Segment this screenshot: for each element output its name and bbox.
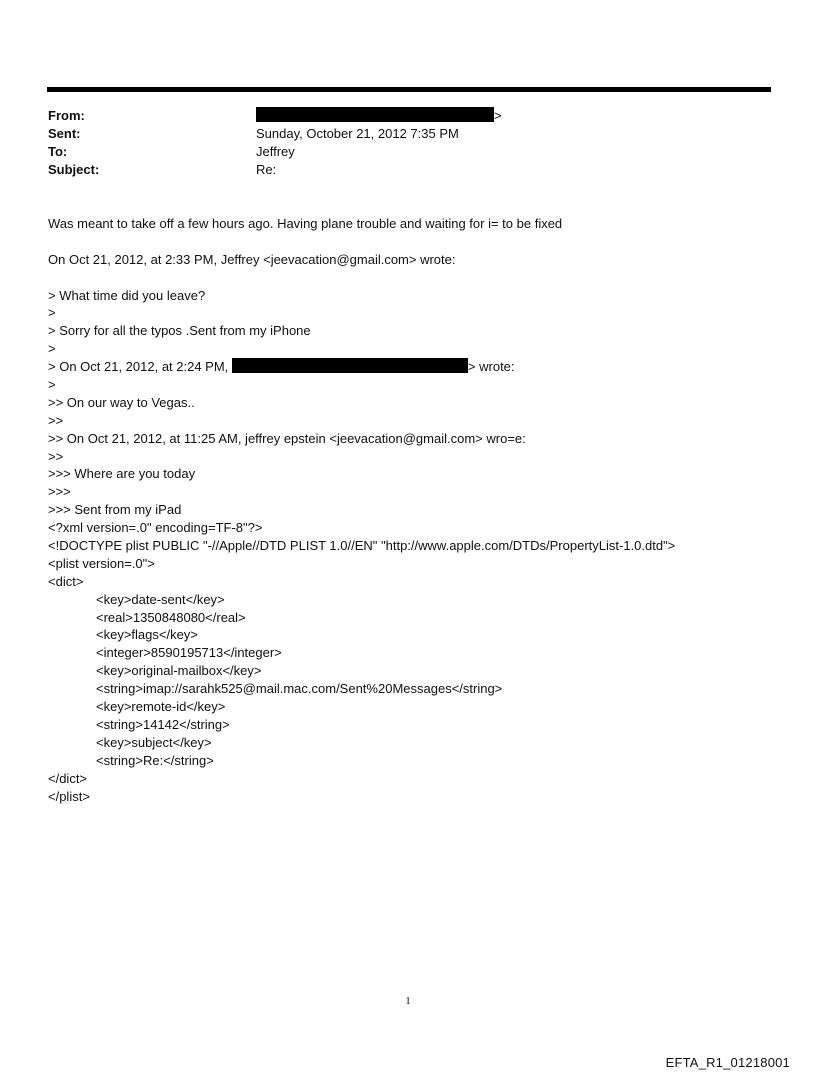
quote-line: >>> Sent from my iPad	[48, 502, 182, 518]
bates-number: EFTA_R1_01218001	[665, 1055, 790, 1070]
quote-line: >>>	[48, 484, 71, 500]
plist-line: </plist>	[48, 788, 90, 804]
plist-line: <key>date-sent</key>	[96, 591, 225, 607]
plist-line: <dict>	[48, 573, 84, 589]
quote-prefix: > On Oct 21, 2012, at 2:24 PM,	[48, 359, 232, 375]
plist-line: <string>14142</string>	[96, 716, 230, 732]
quote-line: >> On Oct 21, 2012, at 11:25 AM, jeffrey epstein <jeevacation@gmail.com> wro=e:	[48, 430, 526, 446]
plist-line: <key>subject</key>	[96, 734, 212, 750]
header-rule	[47, 87, 771, 92]
quote-line: >> On our way to Vegas..	[48, 394, 195, 410]
quote-line: >	[48, 305, 56, 321]
plist-line: <key>original-mailbox</key>	[96, 663, 262, 679]
to-value: Jeffrey	[256, 144, 295, 159]
from-label: From:	[48, 108, 85, 123]
from-value	[256, 107, 502, 125]
quote-line: > What time did you leave?	[48, 287, 206, 303]
plist-line: <key>flags</key>	[96, 627, 198, 643]
quote-suffix: > wrote:	[467, 359, 515, 375]
plist-line: <string>Re:</string>	[96, 752, 214, 768]
plist-line: <string>imap://sarahk525@mail.mac.com/Sent%20Messages</string>	[96, 681, 503, 697]
plist-line: <key>remote-id</key>	[96, 699, 226, 715]
plist-line: <?xml version=.0" encoding=TF-8"?>	[48, 520, 263, 536]
body-line: On Oct 21, 2012, at 2:33 PM, Jeffrey <jeevacation@gmail.com> wrote:	[48, 251, 456, 267]
subject-value: Re:	[256, 162, 277, 177]
quote-line: >	[48, 341, 56, 357]
redaction-bar	[256, 107, 494, 122]
plist-line: <plist version=.0">	[48, 555, 155, 571]
to-label: To:	[48, 144, 68, 159]
redaction-bar	[232, 358, 468, 373]
plist-line: <integer>8590195713</integer>	[96, 645, 282, 661]
sent-label: Sent:	[48, 126, 81, 141]
from-suffix: >	[494, 108, 502, 123]
subject-label: Subject:	[48, 162, 100, 177]
quote-line: >>	[48, 448, 64, 464]
sent-value: Sunday, October 21, 2012 7:35 PM	[256, 126, 459, 141]
quote-line: >	[48, 377, 56, 393]
quote-line: > Sorry for all the typos .Sent from my iPhone	[48, 323, 311, 339]
plist-line: <real>1350848080</real>	[96, 609, 246, 625]
quote-line	[48, 358, 778, 376]
quote-line: >>	[48, 412, 64, 428]
body-line: Was meant to take off a few hours ago. Having plane trouble and waiting for i= to be fixed	[48, 216, 563, 231]
plist-line: <!DOCTYPE plist PUBLIC "-//Apple//DTD PLIST 1.0//EN" "http://www.apple.com/DTDs/PropertyList-1.0.dtd">	[48, 538, 676, 554]
plist-line: </dict>	[48, 770, 88, 786]
quote-line: >>> Where are you today	[48, 466, 196, 482]
page-number: 1	[405, 995, 411, 1007]
message-body	[48, 215, 778, 805]
